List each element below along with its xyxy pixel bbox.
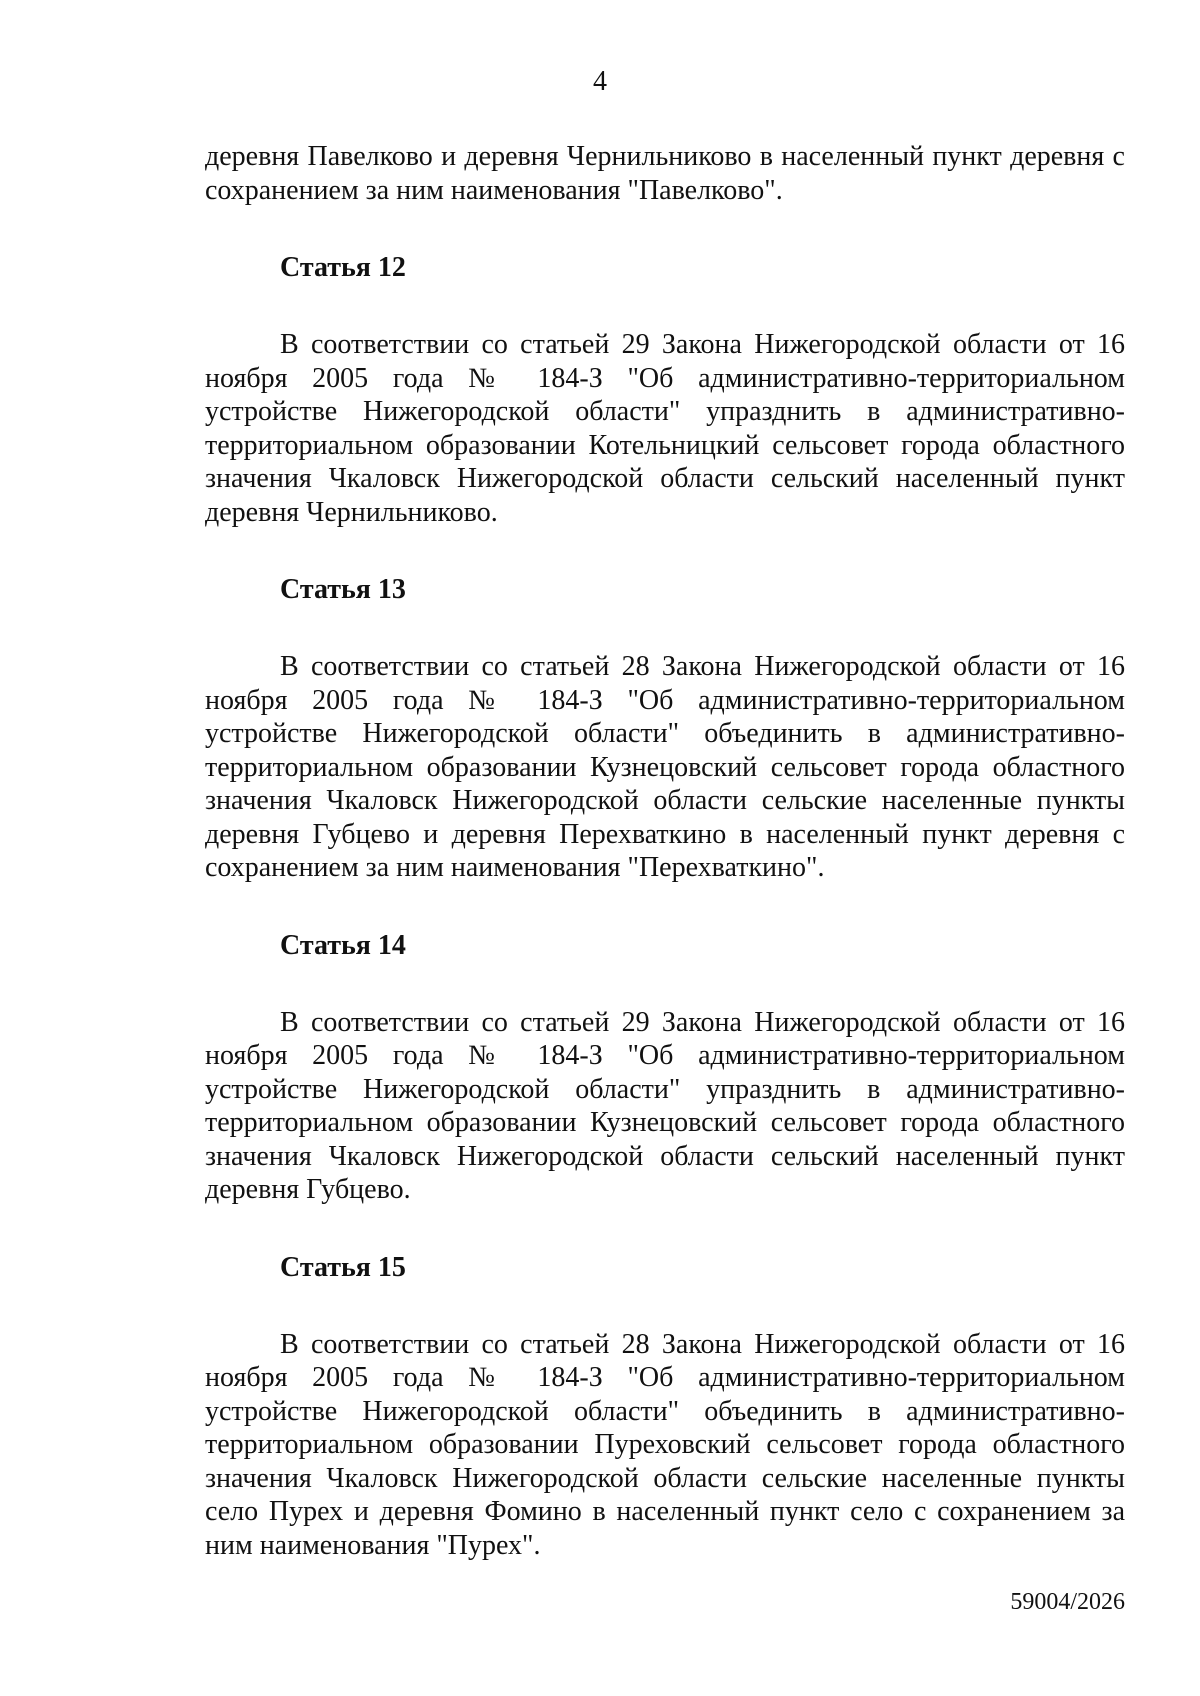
intro-paragraph: деревня Павелково и деревня Чернильниково в населенный пункт деревня с сохранением за ним наименования "Павелково". <box>205 141 1125 206</box>
page-number: 4 <box>593 66 607 97</box>
article-14 <box>205 929 1125 1207</box>
article-13 <box>205 573 1125 885</box>
article-12 <box>205 251 1125 529</box>
article-heading: Статья 15 <box>280 1251 406 1283</box>
article-heading: Статья 14 <box>280 929 406 961</box>
article-text: В соответствии со статьей 28 Закона Нижегородской области от 16 ноября 2005 года № 184-З "Об административно-территориальном устройстве Нижегородской области" объединить в административно-территориальном образовании Пуреховский сельсовет города областного значения Чкаловск Нижегородской области сельские населенные пункты село Пурех и деревня Фомино в населенный пункт село с сохранением за ним наименования "Пурех". <box>205 1328 1125 1561</box>
article-text: В соответствии со статьей 29 Закона Нижегородской области от 16 ноября 2005 года № 184-З "Об административно-территориальном устройстве Нижегородской области" упразднить в административно-территориальном образовании Котельницкий сельсовет города областного значения Чкаловск Нижегородской области сельский населенный пункт деревня Чернильниково. <box>205 329 1125 528</box>
article-15 <box>205 1251 1125 1563</box>
article-text: В соответствии со статьей 29 Закона Нижегородской области от 16 ноября 2005 года № 184-З "Об административно-территориальном устройстве Нижегородской области" упразднить в административно-территориальном образовании Кузнецовский сельсовет города областного значения Чкаловск Нижегородской области сельский населенный пункт деревня Губцево. <box>205 1006 1125 1205</box>
article-heading: Статья 12 <box>280 252 406 283</box>
document-code: 59004/2026 <box>1010 1589 1125 1615</box>
article-text: В соответствии со статьей 28 Закона Нижегородской области от 16 ноября 2005 года № 184-З "Об административно-территориальном устройстве Нижегородской области" объединить в административно-территориальном образовании Кузнецовский сельсовет города областного значения Чкаловск Нижегородской области сельские населенные пункты деревня Губцево и деревня Перехваткино в населенный пункт деревня с сохранением за ним наименования "Перехваткино". <box>205 651 1125 883</box>
article-heading: Статья 13 <box>280 574 406 605</box>
document-body <box>205 140 1125 1562</box>
